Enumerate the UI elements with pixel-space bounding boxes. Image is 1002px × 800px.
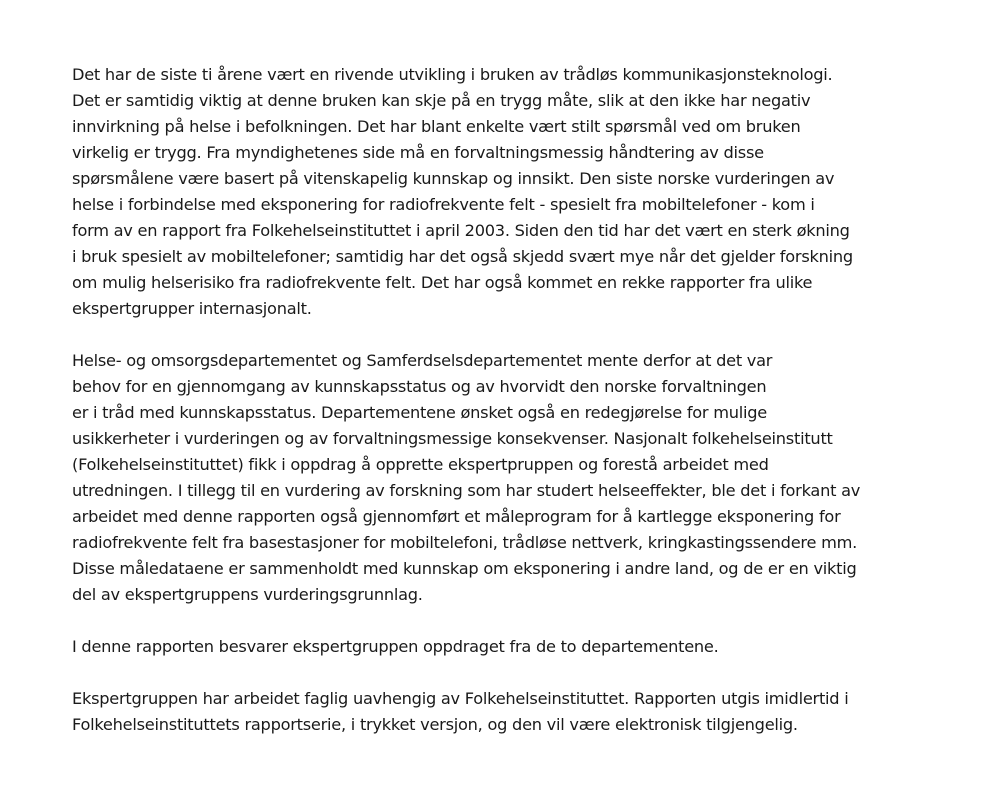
paragraph-4 bbox=[72, 686, 972, 738]
paragraph-3 bbox=[72, 634, 972, 660]
document-body bbox=[72, 62, 972, 764]
text-line: ekspertgrupper internasjonalt. bbox=[72, 299, 312, 318]
text-line: helse i forbindelse med eksponering for radiofrekvente felt - spesielt fra mobiltelefoner - kom i bbox=[72, 195, 815, 214]
text-line: Det har de siste ti årene vært en rivende utvikling i bruken av trådløs kommunikasjonsteknologi. bbox=[72, 65, 833, 84]
paragraph-2 bbox=[72, 348, 972, 608]
text-line: i bruk spesielt av mobiltelefoner; samtidig har det også skjedd svært mye når det gjelder forskning bbox=[72, 247, 853, 266]
text-line: innvirkning på helse i befolkningen. Det har blant enkelte vært stilt spørsmål ved om bruken bbox=[72, 117, 801, 136]
text-line: (Folkehelseinstituttet) fikk i oppdrag å opprette ekspertpruppen og forestå arbeidet med bbox=[72, 455, 769, 474]
text-line: arbeidet med denne rapporten også gjennomført et måleprogram for å kartlegge eksponering for bbox=[72, 507, 841, 526]
text-line: Ekspertgruppen har arbeidet faglig uavhengig av Folkehelseinstituttet. Rapporten utgis imidlertid i bbox=[72, 689, 849, 708]
text-line: Disse måledataene er sammenholdt med kunnskap om eksponering i andre land, og de er en viktig bbox=[72, 559, 857, 578]
text-line: utredningen. I tillegg til en vurdering av forskning som har studert helseeffekter, ble det i forkant av bbox=[72, 481, 861, 500]
text-line: Helse- og omsorgsdepartementet og Samferdselsdepartementet mente derfor at det var bbox=[72, 351, 773, 370]
text-line: Det er samtidig viktig at denne bruken kan skje på en trygg måte, slik at den ikke har negativ bbox=[72, 91, 811, 110]
text-line: om mulig helserisiko fra radiofrekvente felt. Det har også kommet en rekke rapporter fra ulike bbox=[72, 273, 813, 292]
text-line: spørsmålene være basert på vitenskapelig kunnskap og innsikt. Den siste norske vurderingen av bbox=[72, 169, 835, 188]
paragraph-1 bbox=[72, 62, 972, 322]
text-line: radiofrekvente felt fra basestasjoner for mobiltelefoni, trådløse nettverk, kringkastingssendere mm. bbox=[72, 533, 857, 552]
text-line: form av en rapport fra Folkehelseinstituttet i april 2003. Siden den tid har det vært en sterk økning bbox=[72, 221, 850, 240]
text-line: Folkehelseinstituttets rapportserie, i trykket versjon, og den vil være elektronisk tilgjengelig. bbox=[72, 715, 798, 734]
text-line: er i tråd med kunnskapsstatus. Departementene ønsket også en redegjørelse for mulige bbox=[72, 403, 767, 422]
text-line: I denne rapporten besvarer ekspertgruppen oppdraget fra de to departementene. bbox=[72, 637, 719, 656]
text-line: usikkerheter i vurderingen og av forvaltningsmessige konsekvenser. Nasjonalt folkehelseinstitutt bbox=[72, 429, 833, 448]
text-line: del av ekspertgruppens vurderingsgrunnlag. bbox=[72, 585, 423, 604]
text-line: behov for en gjennomgang av kunnskapsstatus og av hvorvidt den norske forvaltningen bbox=[72, 377, 767, 396]
text-line: virkelig er trygg. Fra myndighetenes side må en forvaltningsmessig håndtering av disse bbox=[72, 143, 764, 162]
